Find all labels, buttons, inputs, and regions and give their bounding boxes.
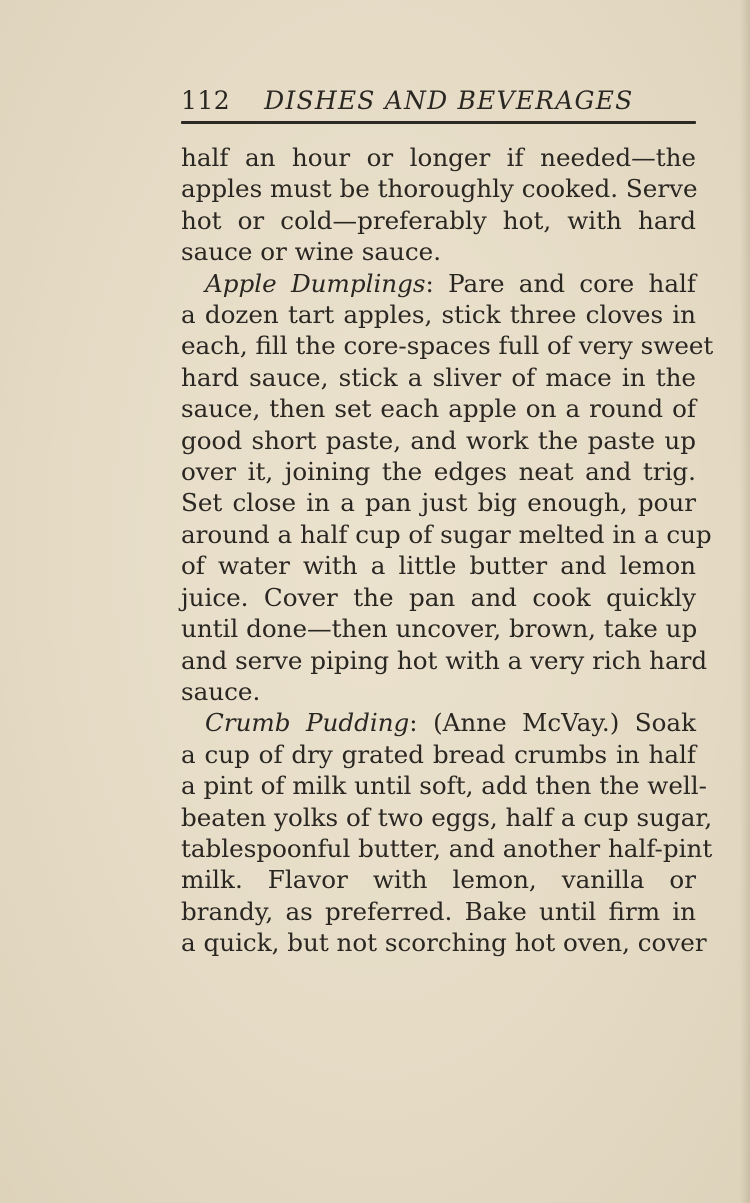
text-line: sauce, then set each apple on a round of	[181, 394, 696, 424]
recipe-intro-text: : Pare and core half	[425, 268, 696, 298]
text-line: and serve piping hot with a very rich hard	[181, 645, 708, 675]
text-line: beaten yolks of two eggs, half a cup sugar,	[181, 802, 713, 832]
body-text	[181, 142, 714, 959]
text-line: around a half cup of sugar melted in a cup	[181, 519, 712, 549]
paragraph-crumb-pudding	[181, 707, 713, 958]
text-line: brandy, as preferred. Bake until firm in	[181, 896, 696, 926]
recipe-title-apple-dumplings: Apple Dumplings	[205, 268, 426, 298]
paragraph-apple-dumplings	[181, 268, 714, 708]
text-line: each, fill the core-spaces full of very sweet	[181, 331, 714, 361]
paragraph-1	[181, 142, 696, 268]
text-line: apples must be thoroughly cooked. Serve	[181, 174, 698, 204]
recipe-title-crumb-pudding: Crumb Pudding	[205, 708, 410, 738]
text-line: hot or cold—preferably hot, with hard	[181, 205, 696, 235]
text-line: over it, joining the edges neat and trig.	[181, 457, 696, 487]
text-line: a cup of dry grated bread crumbs in half	[181, 739, 696, 769]
text-line: until done—then uncover, brown, take up	[181, 614, 698, 644]
text-line: a dozen tart apples, stick three cloves in	[181, 300, 696, 330]
text-line: of water with a little butter and lemon	[181, 551, 696, 581]
header-rule	[181, 121, 696, 124]
text-line: juice. Cover the pan and cook quickly	[181, 582, 696, 612]
text-line: sauce or wine sauce.	[181, 237, 442, 267]
text-line: a pint of milk until soft, add then the well-	[181, 771, 707, 801]
running-title: DISHES AND BEVERAGES	[264, 86, 634, 115]
page-number: 112	[181, 86, 231, 115]
text-line: a quick, but not scorching hot oven, cover	[181, 928, 707, 958]
text-line-first	[181, 268, 696, 299]
text-line: hard sauce, stick a sliver of mace in the	[181, 362, 696, 392]
recipe-intro-text: : (Anne McVay.) Soak	[409, 708, 696, 738]
text-line-first	[181, 707, 696, 738]
text-line: milk. Flavor with lemon, vanilla or	[181, 865, 696, 895]
page-header	[181, 84, 696, 118]
text-line: Set close in a pan just big enough, pour	[181, 488, 696, 518]
page-edge-shadow	[740, 0, 750, 1203]
text-line: tablespoonful butter, and another half-pint	[181, 833, 713, 863]
text-line: half an hour or longer if needed—the	[181, 143, 696, 172]
text-line: good short paste, and work the paste up	[181, 425, 696, 455]
text-line: sauce.	[181, 676, 261, 706]
